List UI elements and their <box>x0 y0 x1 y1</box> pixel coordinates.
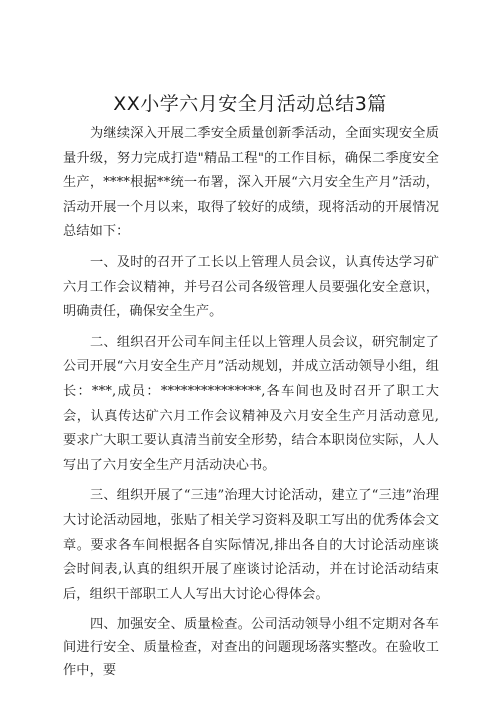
intro-paragraph: 为继续深入开展二季安全质量创新季活动，全面实现安全质量升级，努力完成打造"精品工程"的工作目标，确保二季度安全生产，****根据**统一布署，深入开展“六月安全生产月”活动，活动开展一个月以来，取得了较好的成绩，现将活动的开展情况总结如下： <box>63 126 439 240</box>
document-title: XX小学六月安全月活动总结3篇 <box>113 93 387 115</box>
section-two-paragraph: 二、组织召开公司车间主任以上管理人员会议，研究制定了公司开展“六月安全生产月”活动规划，并成立活动领导小组，组长：***,成员：***************,各车间也及时召开了职工大会，认真传达矿六月工作会议精神及六月安全生产月活动意见,要求广大职工要认真清当前安全形势，结合本职岗位实际，人人写出了六月安全生产月活动决心书。 <box>63 334 439 473</box>
section-four-paragraph: 四、加强安全、质量检查。公司活动领导小组不定期对各车间进行安全、质量检查，对查出的问题现场落实整改。在验收工作中，要 <box>63 617 439 679</box>
section-one-paragraph: 一、及时的召开了工长以上管理人员会议，认真传达学习矿六月工作会议精神，并号召公司各级管理人员要强化安全意识，明确责任，确保安全生产。 <box>63 254 439 320</box>
document-body <box>63 122 439 688</box>
section-three-paragraph: 三、组织开展了“三违”治理大讨论活动，建立了“三违”治理大讨论活动园地，张贴了相关学习资料及职工写出的优秀体会文章。要求各车间根据各自实际情况,排出各自的大讨论活动座谈会时间表,认真的组织开展了座谈讨论活动，并在讨论活动结束后，组织干部职工人人写出大讨论心得体会。 <box>63 488 439 602</box>
